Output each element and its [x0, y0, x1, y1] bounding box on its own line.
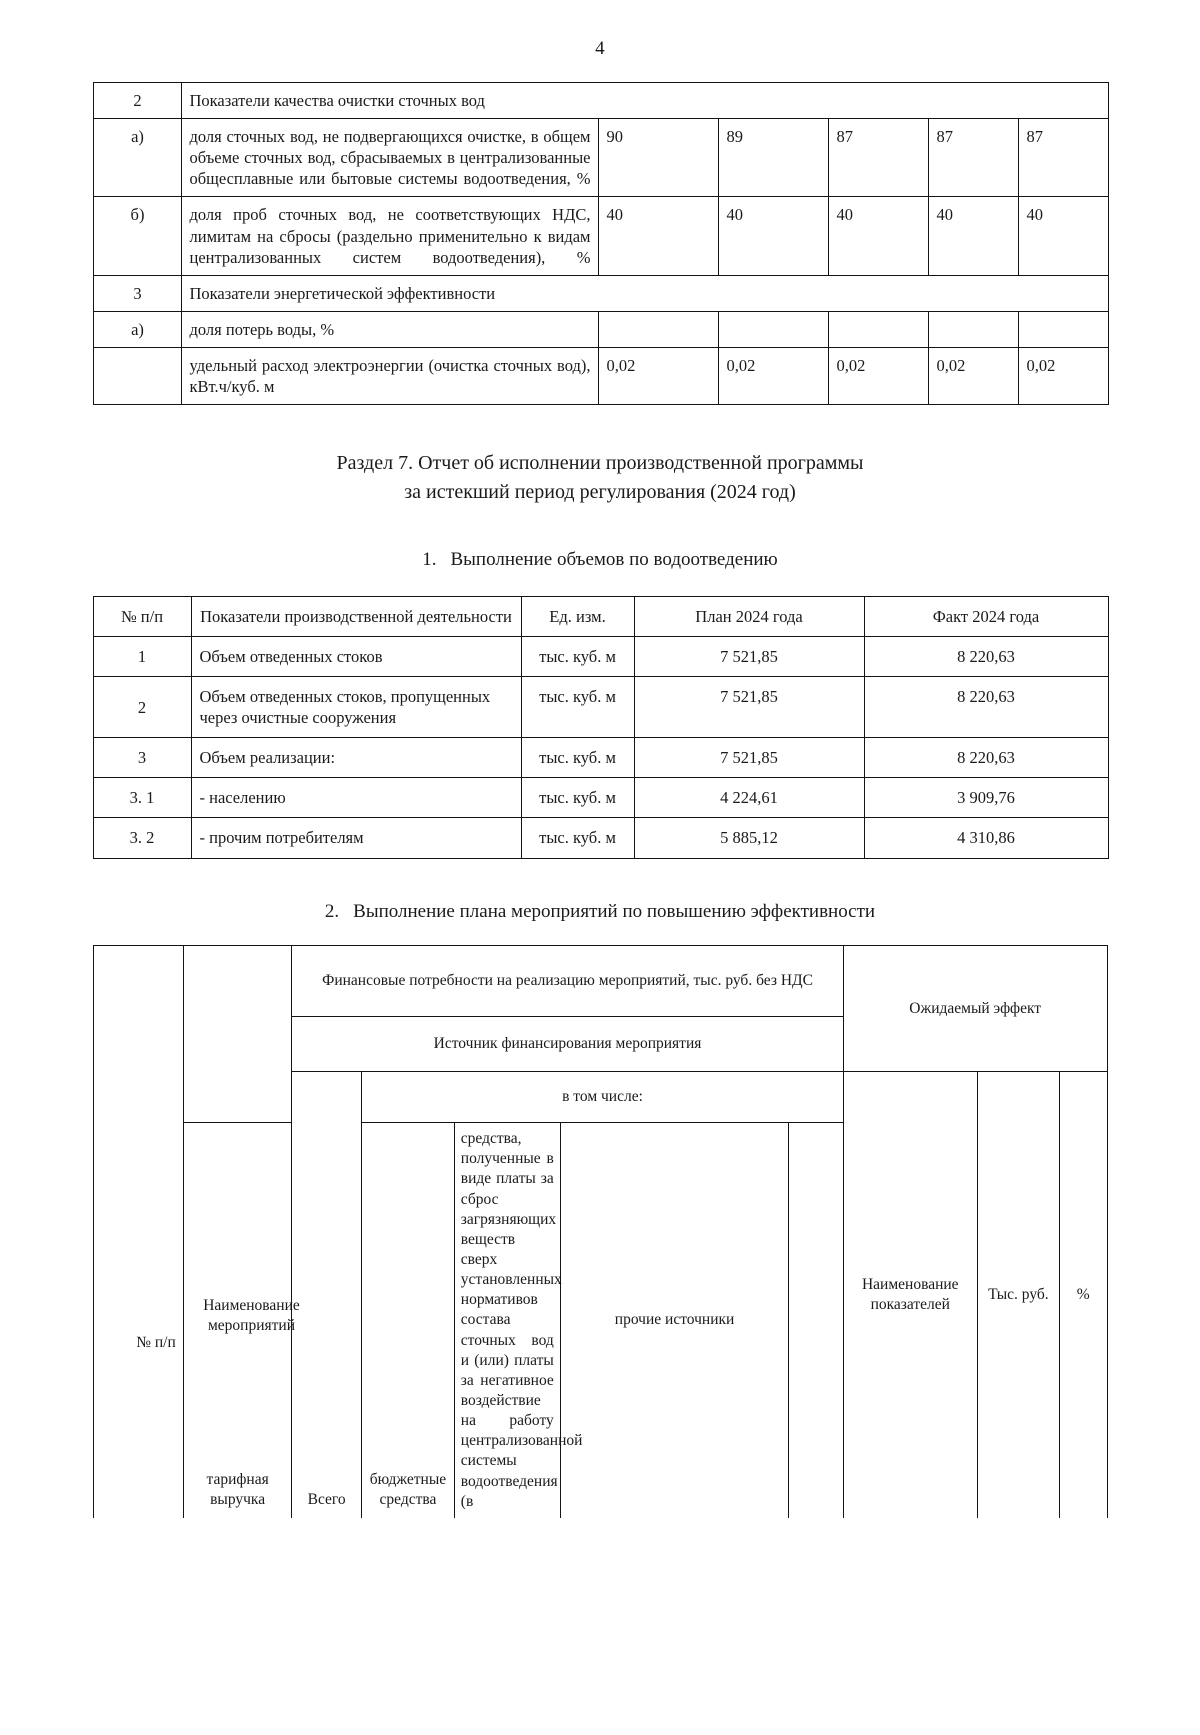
header-indicator-name: Наименование показателей: [843, 1072, 977, 1518]
header-measure-name: Наименование мероприятий: [203, 1297, 300, 1335]
row-value: 0,02: [928, 347, 1018, 404]
subsection-1-number: 1.: [422, 549, 437, 571]
header-percent: %: [1060, 1072, 1107, 1518]
row-fact-value: 8 220,63: [864, 738, 1108, 778]
row-value: [828, 311, 928, 347]
row-number: а): [93, 311, 181, 347]
header-tariff-revenue: тарифная выручка: [184, 1123, 292, 1518]
row-indicator: Объем отведенных стоков, пропущенных через очистные сооружения: [191, 677, 521, 738]
row-number: [93, 347, 181, 404]
subsection-1-title: Выполнение объемов по водоотведению: [450, 549, 778, 571]
table-header-row: [93, 596, 1108, 636]
row-indicator: Объем отведенных стоков: [191, 636, 521, 676]
header-num-label: № п/п: [136, 1334, 176, 1351]
header-other-sources: прочие источники: [560, 1123, 789, 1518]
header-funding-source: Источник финансирования мероприятия: [292, 1017, 844, 1072]
header-including: в том числе:: [362, 1072, 844, 1123]
volumes-table: [93, 596, 1109, 859]
row-title: удельный расход электроэнергии (очистка сточных вод), кВт.ч/куб. м: [181, 347, 598, 404]
row-plan-value: 7 521,85: [634, 677, 864, 738]
row-number: 3. 1: [93, 778, 191, 818]
table-row: [93, 818, 1108, 858]
column-header-fact: Факт 2024 года: [864, 596, 1108, 636]
section-heading: [0, 449, 1200, 507]
row-indicator: - населению: [191, 778, 521, 818]
measures-table-wrapper: [93, 945, 1108, 1518]
indicators-table: [93, 82, 1109, 405]
row-value: 0,02: [1018, 347, 1108, 404]
table-header-row: [93, 946, 1107, 1017]
table-row: [93, 119, 1108, 197]
column-header-plan: План 2024 года: [634, 596, 864, 636]
row-value: 87: [1018, 119, 1108, 197]
row-value: 89: [718, 119, 828, 197]
row-fact-value: 8 220,63: [864, 677, 1108, 738]
header-thousand-rub: Тыс. руб.: [977, 1072, 1059, 1518]
table-row: [93, 778, 1108, 818]
row-title: доля потерь воды, %: [181, 311, 598, 347]
volumes-table-wrapper: [93, 596, 1108, 859]
header-cell-number: [93, 946, 184, 1518]
row-value: [928, 311, 1018, 347]
indicators-table-wrapper: [93, 82, 1108, 405]
section-heading-line1: Раздел 7. Отчет об исполнении производственной программы: [336, 452, 864, 475]
table-row: [93, 197, 1108, 275]
header-cell-measure-name-spacer: [184, 946, 292, 1123]
row-value: 90: [598, 119, 718, 197]
header-budget-funds: бюджетные средства: [362, 1123, 455, 1518]
row-value: 87: [928, 119, 1018, 197]
row-plan-value: 7 521,85: [634, 636, 864, 676]
row-value: 40: [718, 197, 828, 275]
subsection-2-heading: [0, 899, 1200, 926]
table-row: [93, 677, 1108, 738]
table-row: [93, 83, 1108, 119]
row-number: б): [93, 197, 181, 275]
row-value: [1018, 311, 1108, 347]
row-unit: тыс. куб. м: [521, 778, 634, 818]
row-value: [718, 311, 828, 347]
column-header-indicator: Показатели производственной деятельности: [191, 596, 521, 636]
row-value: 0,02: [718, 347, 828, 404]
row-title: доля сточных вод, не подвергающихся очистке, в общем объеме сточных вод, сбрасываемых в централизованные общесплавные или бытовые системы водоотведения, %: [181, 119, 598, 197]
table-row: [93, 347, 1108, 404]
row-value: 40: [598, 197, 718, 275]
row-title: Показатели энергетической эффективности: [181, 275, 1108, 311]
row-value: [598, 311, 718, 347]
row-number: 3: [93, 275, 181, 311]
subsection-2-number: 2.: [324, 900, 340, 922]
subsection-1-heading: [0, 547, 1200, 574]
measures-table: [93, 945, 1108, 1518]
column-header-number: № п/п: [93, 596, 191, 636]
table-row: [93, 275, 1108, 311]
row-fact-value: 4 310,86: [864, 818, 1108, 858]
header-financial-needs: Финансовые потребности на реализацию мероприятий, тыс. руб. без НДС: [292, 946, 844, 1017]
header-total: Всего: [292, 1072, 362, 1518]
row-plan-value: 5 885,12: [634, 818, 864, 858]
row-indicator: Объем реализации:: [191, 738, 521, 778]
row-fact-value: 3 909,76: [864, 778, 1108, 818]
table-row: [93, 311, 1108, 347]
document-page: [0, 38, 1200, 1735]
row-number: 2: [93, 83, 181, 119]
subsection-2-title: Выполнение плана мероприятий по повышению эффективности: [353, 900, 876, 922]
row-number: 2: [93, 677, 191, 738]
row-number: 1: [93, 636, 191, 676]
row-unit: тыс. куб. м: [521, 738, 634, 778]
page-number: 4: [595, 38, 605, 59]
row-value: 87: [828, 119, 928, 197]
row-value: 40: [928, 197, 1018, 275]
row-title: доля проб сточных вод, не соответствующих НДС, лимитам на сбросы (раздельно применительно к видам централизованных систем водоотведения), %: [181, 197, 598, 275]
row-unit: тыс. куб. м: [521, 677, 634, 738]
header-pollution-fees: средства, полученные в виде платы за сброс загрязняющих веществ сверх установленных нормативов состава сточных вод и (или) платы за негативное воздействие на работу централизованной системы водоотведения (в: [454, 1123, 560, 1518]
row-plan-value: 7 521,85: [634, 738, 864, 778]
row-value: 40: [828, 197, 928, 275]
row-number: 3: [93, 738, 191, 778]
row-unit: тыс. куб. м: [521, 636, 634, 676]
row-unit: тыс. куб. м: [521, 818, 634, 858]
table-row: [93, 636, 1108, 676]
row-value: 0,02: [598, 347, 718, 404]
section-heading-line2: за истекший период регулирования (2024 год): [404, 481, 796, 504]
row-plan-value: 4 224,61: [634, 778, 864, 818]
row-value: 0,02: [828, 347, 928, 404]
header-expected-effect: Ожидаемый эффект: [843, 946, 1107, 1072]
table-row: [93, 738, 1108, 778]
row-fact-value: 8 220,63: [864, 636, 1108, 676]
column-header-unit: Ед. изм.: [521, 596, 634, 636]
row-number: 3. 2: [93, 818, 191, 858]
row-value: 40: [1018, 197, 1108, 275]
row-indicator: - прочим потребителям: [191, 818, 521, 858]
row-number: а): [93, 119, 181, 197]
row-title: Показатели качества очистки сточных вод: [181, 83, 1108, 119]
